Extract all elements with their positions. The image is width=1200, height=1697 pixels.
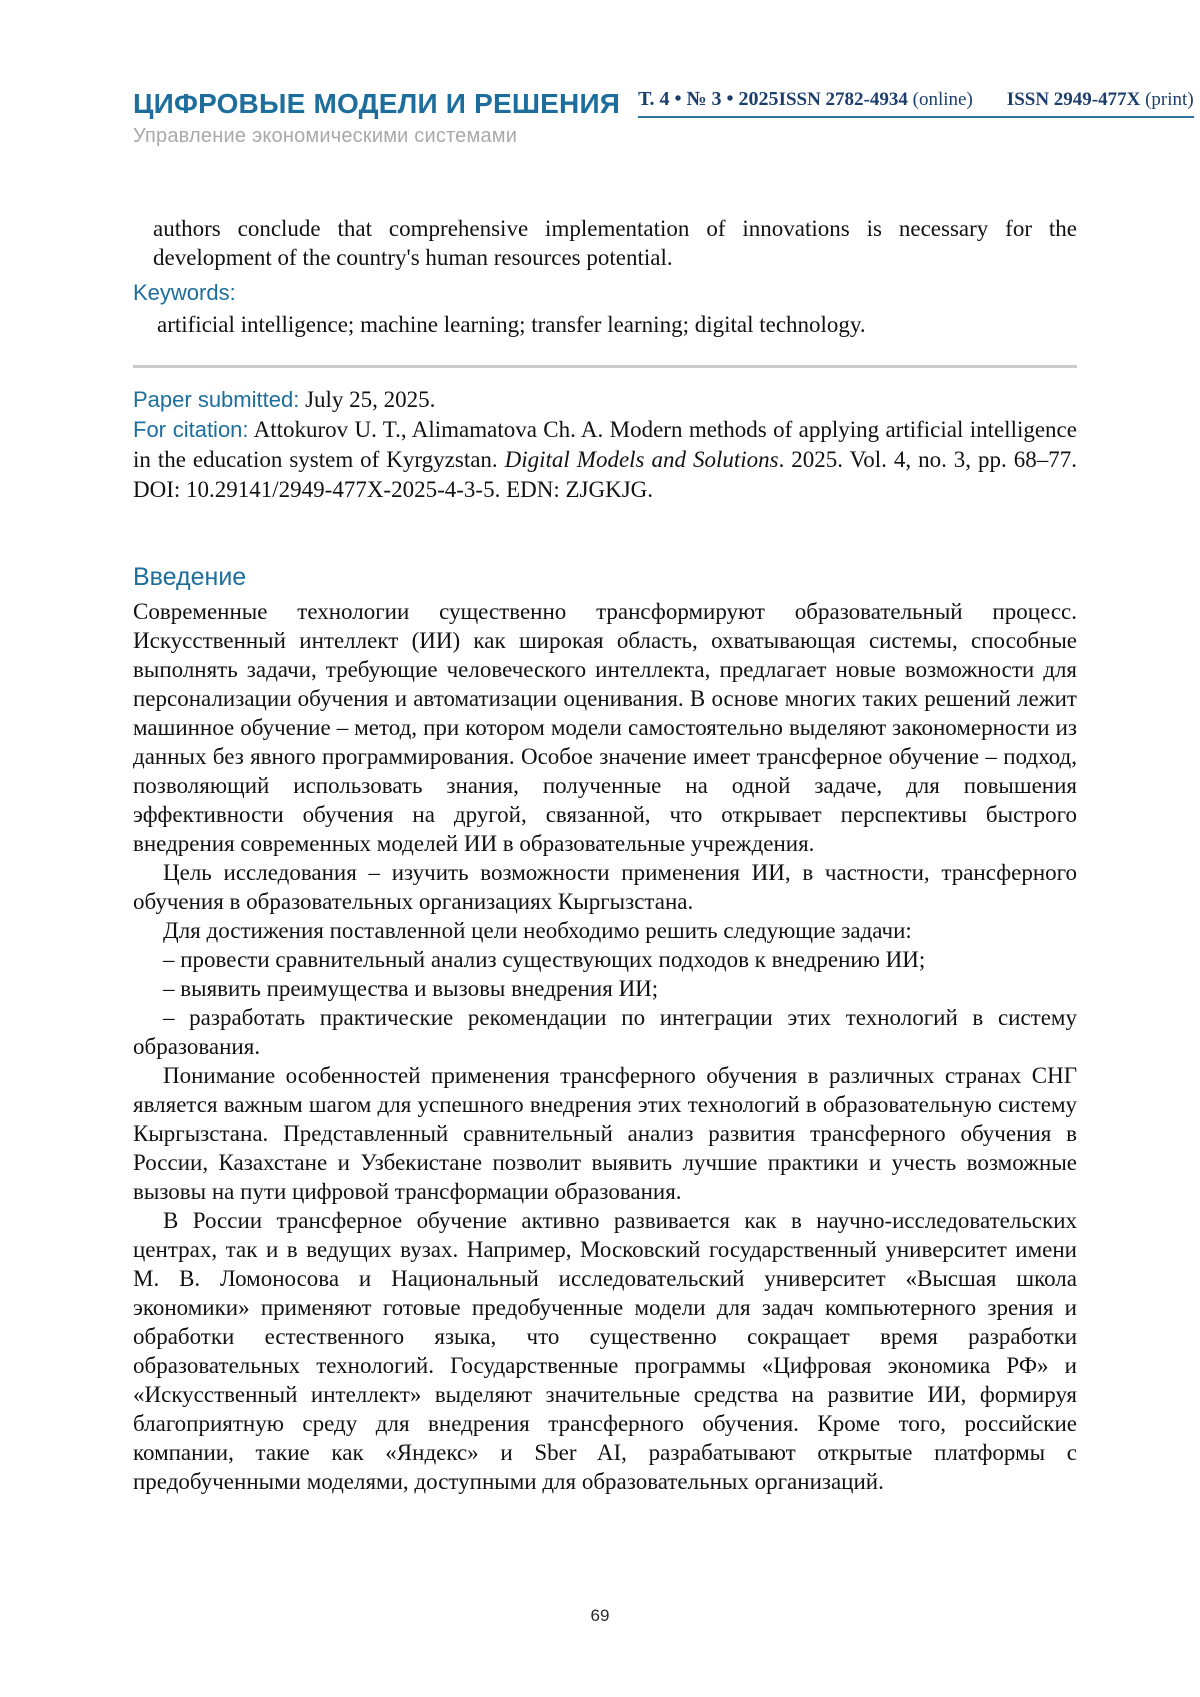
introduction-paragraph: – провести сравнительный анализ существующих подходов к внедрению ИИ;	[163, 947, 926, 972]
issue-info: Т. 4 • № 3 • 2025	[638, 88, 779, 110]
issn-group	[779, 89, 1194, 111]
issn-online-number: ISSN 2782-4934	[778, 89, 908, 110]
section-subtitle: Управление экономическими системами	[133, 125, 518, 147]
keywords-text: artificial intelligence; machine learning; transfer learning; digital technology.	[157, 312, 866, 337]
for-citation-label: For citation:	[133, 417, 249, 442]
header-meta-bar	[638, 88, 1194, 118]
citation-paragraph	[133, 415, 1077, 505]
introduction-paragraph: Цель исследования – изучить возможности применения ИИ, в частности, трансферного обучения в образовательных организациях Кыргызстана.	[133, 860, 1077, 914]
introduction-paragraph: – выявить преимущества и вызовы внедрения ИИ;	[163, 976, 659, 1001]
journal-title: ЦИФРОВЫЕ МОДЕЛИ И РЕШЕНИЯ	[133, 88, 621, 119]
abstract-block	[133, 214, 1077, 339]
issn-print-suffix: (print)	[1140, 89, 1194, 110]
issn-online	[779, 89, 973, 111]
paper-submitted-line	[133, 385, 1077, 415]
submission-block	[133, 385, 1077, 505]
paper-submitted-label: Paper submitted:	[133, 387, 300, 412]
introduction-paragraph: В России трансферное обучение активно развивается как в научно-исследовательских центрах, так и в ведущих вузах. Например, Московский государственный университет имени М. В. Ломоносова и Национальный исследовательский университет «Высшая школа экономики» применяют готовые предобученные модели для задач компьютерного зрения и обработки естественного языка, что существенно сокращает время разработки образовательных технологий. Государственные программы «Цифровая экономика РФ» и «Искусственный интеллект» выделяют значительные средства на развитие ИИ, формируя благоприятную среду для внедрения трансферного обучения. Кроме того, российские компании, такие как «Яндекс» и Sber AI, разрабатывают открытые платформы с предобученными моделями, доступными для образовательных организаций.	[133, 1208, 1077, 1494]
issn-online-suffix: (online)	[907, 89, 973, 110]
keywords-label: Keywords:	[133, 280, 236, 305]
page-number: 69	[590, 1606, 610, 1625]
paper-submitted-date: July 25, 2025.	[299, 387, 436, 412]
issn-print-number: ISSN 2949-477X	[1006, 89, 1141, 110]
introduction-paragraph: Для достижения поставленной цели необходимо решить следующие задачи:	[163, 918, 912, 943]
introduction-paragraph: – разработать практические рекомендации по интеграции этих технологий в систему образования.	[133, 1005, 1077, 1059]
section-divider	[133, 365, 1077, 368]
citation-journal-name: Digital Models and Solutions	[504, 447, 779, 472]
introduction-heading: Введение	[133, 563, 247, 591]
issn-print	[1007, 89, 1194, 111]
introduction-paragraph: Понимание особенностей применения трансферного обучения в различных странах СНГ является важным шагом для успешного внедрения этих технологий в образовательную систему Кыргызстана. Представленный сравнительный анализ развития трансферного обучения в России, Казахстане и Узбекистане позволит выявить лучшие практики и учесть возможные вызовы на пути цифровой трансформации образования.	[133, 1063, 1077, 1204]
introduction-section	[133, 563, 1077, 1496]
abstract-closing-text: authors conclude that comprehensive implementation of innovations is necessary for the development of the country's human resources potential.	[153, 216, 1077, 270]
page-header	[133, 88, 1194, 119]
introduction-paragraph: Современные технологии существенно трансформируют образовательный процесс. Искусственный интеллект (ИИ) как широкая область, охватывающая системы, способные выполнять задачи, требующие человеческого интеллекта, предлагает новые возможности для персонализации обучения и автоматизации оценивания. В основе многих таких решений лежит машинное обучение – метод, при котором модели самостоятельно выделяют закономерности из данных без явного программирования. Особое значение имеет трансферное обучение – подход, позволяющий использовать знания, полученные на одной задаче, для повышения эффективности обучения на другой, связанной, что открывает перспективы быстрого внедрения современных моделей ИИ в образовательные учреждения.	[133, 599, 1077, 856]
introduction-paragraphs	[133, 597, 1077, 1496]
citation-text-after: . 2025. Vol. 4, no. 3, pp. 68–77. DOI: 10.29141/2949-477X-2025-4-3-5. EDN: ZJGKJG.	[133, 447, 1078, 502]
citation-text-before: Attokurov U. T., Alimamatova Ch. A. Modern methods of applying artificial intelligence in the education system of Kyrgyzstan.	[133, 417, 1077, 472]
